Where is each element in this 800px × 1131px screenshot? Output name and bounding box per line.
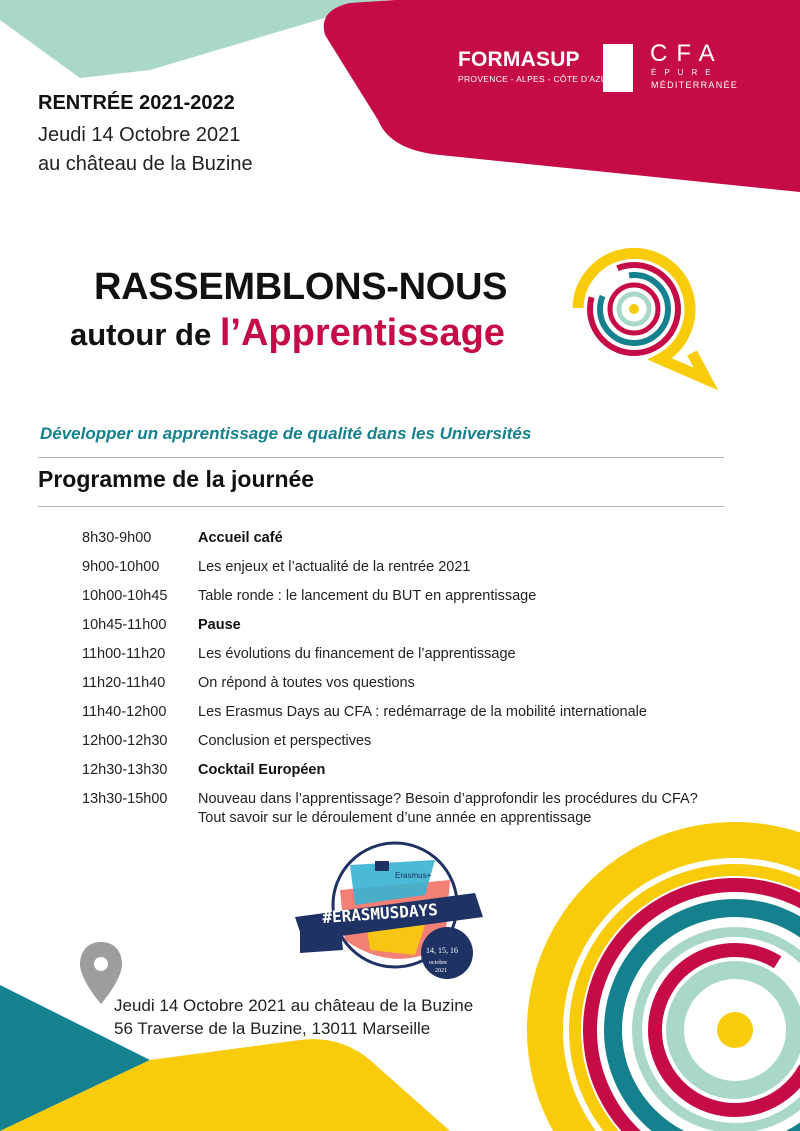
programme-text: Cocktail Européen [198, 762, 326, 778]
address-line2: 56 Traverse de la Buzine, 13011 Marseille [114, 1019, 431, 1038]
subtitle: Développer un apprentissage de qualité dans les Universités [40, 424, 532, 443]
programme-text: Table ronde : le lancement du BUT en apprentissage [198, 588, 537, 604]
programme-time: 10h45-11h00 [82, 617, 167, 633]
cfa-sub-epure: ÉPURE [651, 68, 719, 77]
badge-days: 14, 15, 16 [426, 946, 458, 955]
programme-title: Programme de la journée [38, 466, 315, 492]
programme-text: Accueil café [198, 530, 283, 546]
badge-year: 2021 [435, 968, 447, 974]
programme-time: 8h30-9h00 [82, 530, 152, 546]
programme-time: 11h00-11h20 [82, 646, 166, 662]
rentree-heading: RENTRÉE 2021-2022 [38, 92, 235, 114]
programme-time: 9h00-10h00 [82, 559, 160, 575]
mint-corner-shape [0, 0, 385, 78]
target-logo [578, 253, 706, 379]
programme-time: 12h00-12h30 [82, 733, 168, 749]
programme-text: Les enjeux et l’actualité de la rentrée 2021 [198, 559, 471, 575]
erasmus-plus-label: Erasmus+ [395, 871, 432, 880]
programme-time: 10h00-10h45 [82, 588, 168, 604]
bottom-target-graphic [515, 810, 800, 1131]
cfa-sub-mediterranee: MÉDITERRANÉE [651, 80, 739, 90]
address-line1: Jeudi 14 Octobre 2021 au château de la Buzine [114, 996, 474, 1015]
headline-prefix: autour de [70, 317, 220, 352]
event-date-block [38, 121, 253, 179]
programme-time: 13h30-15h00 [82, 791, 168, 807]
programme-text: Nouveau dans l’apprentissage? Besoin d’approfondir les procédures du CFA? [198, 791, 698, 807]
brand-region: PROVENCE - ALPES - CÔTE D'AZUR [458, 74, 614, 84]
brand-name: FORMASUP [458, 48, 580, 71]
programme-text: Les évolutions du financement de l’apprentissage [198, 646, 516, 662]
programme-text: Pause [198, 617, 241, 633]
headline-line2 [70, 312, 505, 355]
event-date: Jeudi 14 Octobre 2021 [38, 124, 241, 146]
programme-time: 11h20-11h40 [82, 675, 166, 691]
programme-time: 12h30-13h30 [82, 762, 168, 778]
headline-line1: RASSEMBLONS-NOUS [94, 266, 508, 308]
divider [38, 506, 724, 507]
programme-text: Les Erasmus Days au CFA : redémarrage de la mobilité internationale [198, 704, 647, 720]
erasmus-badge-text [295, 840, 515, 980]
divider [38, 457, 724, 458]
event-place: au château de la Buzine [38, 153, 253, 175]
programme-text-cont: Tout savoir sur le déroulement d’une année en apprentissage [198, 810, 592, 826]
headline-accent: l’Apprentissage [219, 312, 505, 354]
programme-text: On répond à toutes vos questions [198, 675, 415, 691]
badge-month: octobre [429, 960, 447, 966]
formasup-figure-logo [603, 44, 633, 92]
erasmus-hashtag: #ERASMUSDAYS [321, 900, 439, 928]
cfa-logo-text: CFA [650, 40, 724, 67]
address-block [114, 994, 473, 1040]
programme-text: Conclusion et perspectives [198, 733, 372, 749]
programme-time: 11h40-12h00 [82, 704, 167, 720]
crimson-header-band [324, 0, 800, 192]
